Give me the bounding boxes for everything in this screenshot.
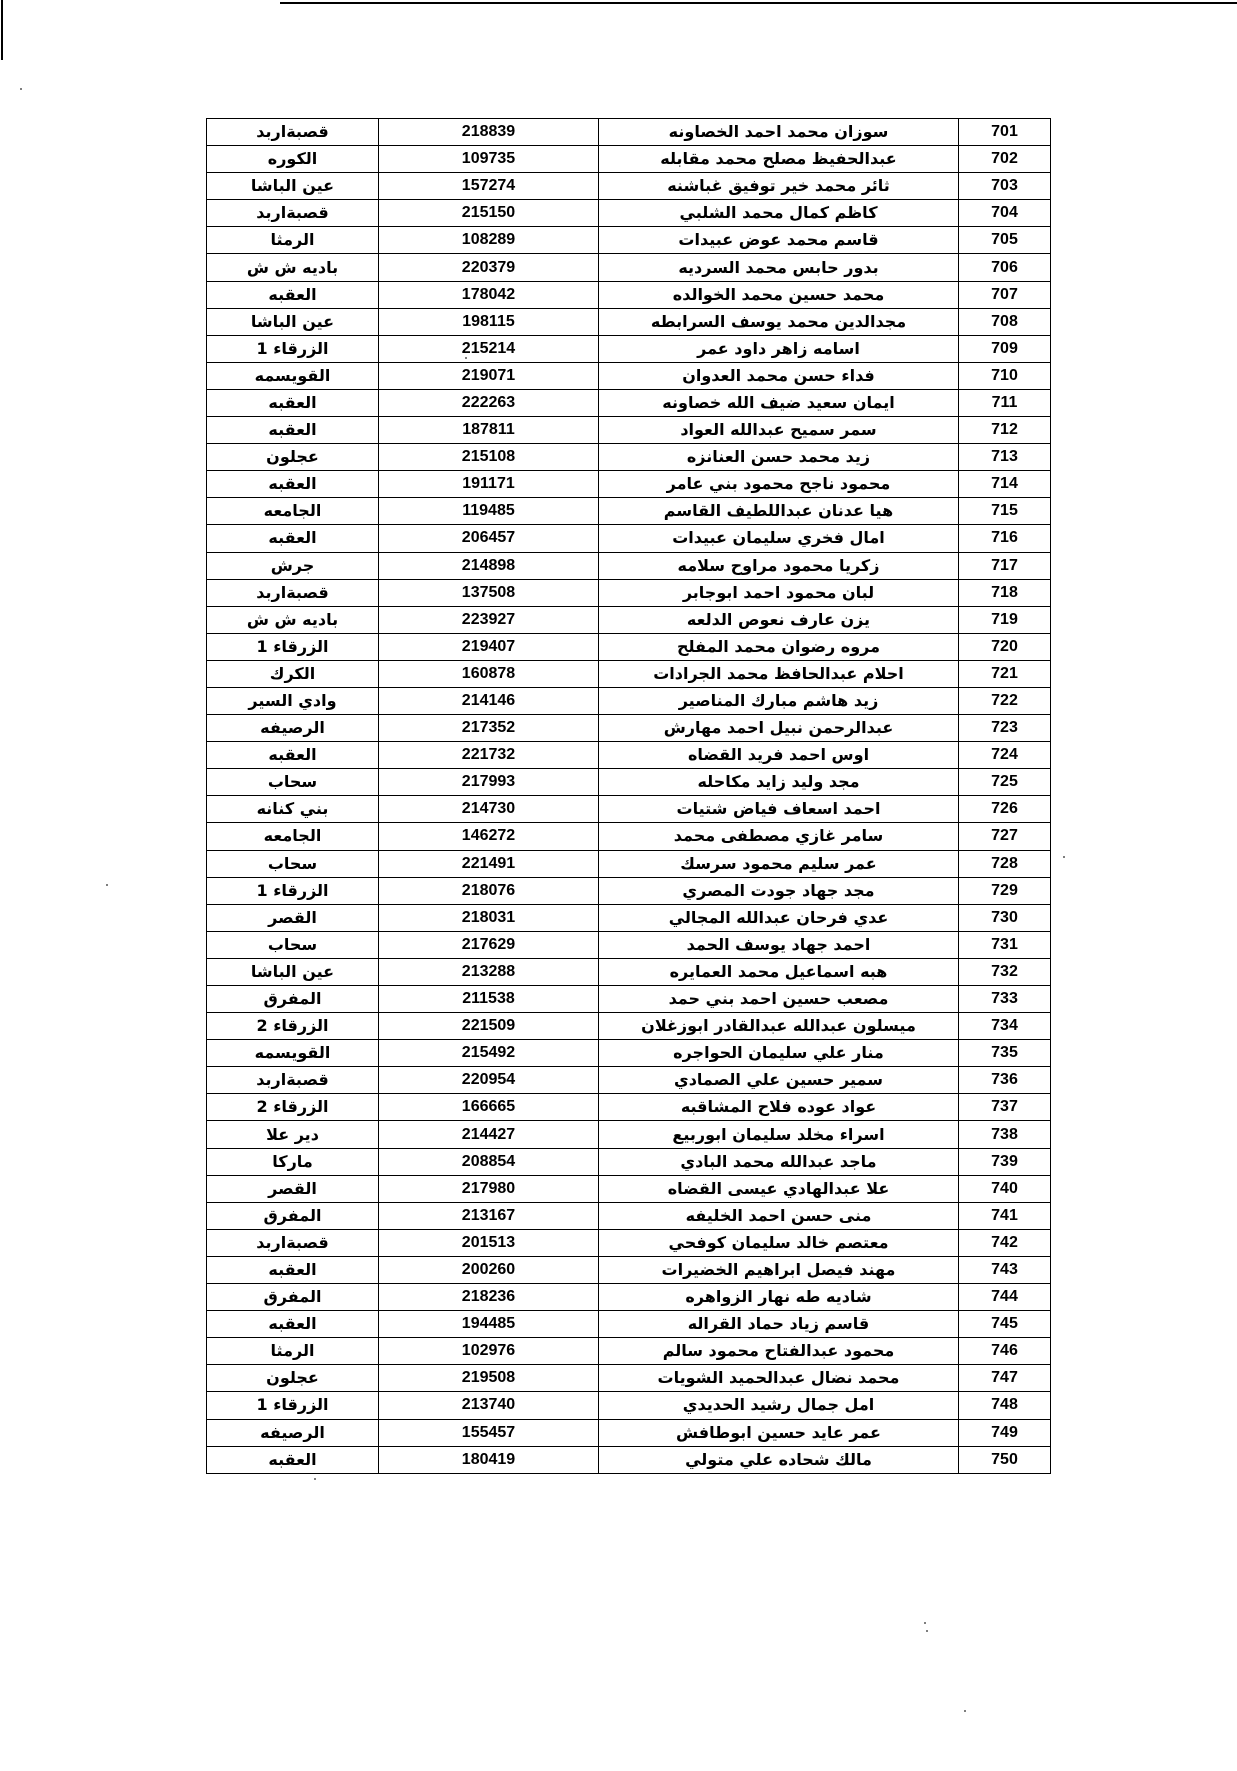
scan-speck: [924, 1622, 926, 1624]
id-number-cell: 108289: [379, 227, 599, 254]
serial-number-cell: 719: [959, 606, 1051, 633]
region-cell: الزرقاء 2: [207, 1013, 379, 1040]
scan-speck: [20, 88, 22, 90]
region-cell: عين الباشا: [207, 308, 379, 335]
id-number-cell: 217352: [379, 715, 599, 742]
id-number-cell: 221732: [379, 742, 599, 769]
table-row: [207, 1365, 1051, 1392]
id-number-cell: 206457: [379, 525, 599, 552]
table-row: [207, 254, 1051, 281]
full-name-cell: مالك شحاده علي متولي: [599, 1446, 959, 1473]
serial-number-cell: 739: [959, 1148, 1051, 1175]
full-name-cell: مروه رضوان محمد المفلح: [599, 633, 959, 660]
full-name-cell: هيا عدنان عبداللطيف القاسم: [599, 498, 959, 525]
table-row: [207, 417, 1051, 444]
full-name-cell: زيد محمد حسن العنانزه: [599, 444, 959, 471]
full-name-cell: محمد نضال عبدالحميد الشويات: [599, 1365, 959, 1392]
id-number-cell: 194485: [379, 1311, 599, 1338]
full-name-cell: محمد حسين محمد الخوالده: [599, 281, 959, 308]
full-name-cell: احمد جهاد يوسف الحمد: [599, 931, 959, 958]
table-row: [207, 1067, 1051, 1094]
scan-speck: [926, 1630, 928, 1632]
id-number-cell: 215492: [379, 1040, 599, 1067]
region-cell: العقبه: [207, 742, 379, 769]
id-number-cell: 208854: [379, 1148, 599, 1175]
id-number-cell: 219071: [379, 362, 599, 389]
serial-number-cell: 725: [959, 769, 1051, 796]
region-cell: الزرقاء 2: [207, 1094, 379, 1121]
region-cell: الزرقاء 1: [207, 633, 379, 660]
serial-number-cell: 718: [959, 579, 1051, 606]
serial-number-cell: 709: [959, 335, 1051, 362]
region-cell: العقبه: [207, 417, 379, 444]
id-number-cell: 211538: [379, 986, 599, 1013]
id-number-cell: 119485: [379, 498, 599, 525]
serial-number-cell: 749: [959, 1419, 1051, 1446]
table-row: [207, 660, 1051, 687]
full-name-cell: سمير حسين علي الصمادي: [599, 1067, 959, 1094]
full-name-cell: عبدالحفيظ مصلح محمد مقابله: [599, 146, 959, 173]
table-row: [207, 877, 1051, 904]
scan-speck: [1063, 856, 1065, 858]
serial-number-cell: 722: [959, 687, 1051, 714]
serial-number-cell: 704: [959, 200, 1051, 227]
serial-number-cell: 724: [959, 742, 1051, 769]
table-row: [207, 742, 1051, 769]
serial-number-cell: 701: [959, 119, 1051, 146]
table-row: [207, 715, 1051, 742]
table-row: [207, 1094, 1051, 1121]
full-name-cell: فداء حسن محمد العدوان: [599, 362, 959, 389]
serial-number-cell: 703: [959, 173, 1051, 200]
serial-number-cell: 731: [959, 931, 1051, 958]
table-row: [207, 173, 1051, 200]
full-name-cell: محمود ناجح محمود بني عامر: [599, 471, 959, 498]
full-name-cell: مجد جهاد جودت المصري: [599, 877, 959, 904]
id-number-cell: 214427: [379, 1121, 599, 1148]
region-cell: المفرق: [207, 1202, 379, 1229]
region-cell: باديه ش ش: [207, 606, 379, 633]
region-cell: وادي السير: [207, 687, 379, 714]
region-cell: بني كنانه: [207, 796, 379, 823]
full-name-cell: لبان محمود احمد ابوجابر: [599, 579, 959, 606]
serial-number-cell: 726: [959, 796, 1051, 823]
full-name-cell: منار علي سليمان الحواجره: [599, 1040, 959, 1067]
serial-number-cell: 746: [959, 1338, 1051, 1365]
region-cell: عجلون: [207, 1365, 379, 1392]
region-cell: المفرق: [207, 1284, 379, 1311]
region-cell: الرصيفه: [207, 715, 379, 742]
full-name-cell: اوس احمد فريد القضاه: [599, 742, 959, 769]
table-row: [207, 1446, 1051, 1473]
table-row: [207, 796, 1051, 823]
region-cell: القويسمه: [207, 1040, 379, 1067]
table-row: [207, 227, 1051, 254]
full-name-cell: علا عبدالهادي عيسى القضاه: [599, 1175, 959, 1202]
serial-number-cell: 714: [959, 471, 1051, 498]
serial-number-cell: 720: [959, 633, 1051, 660]
region-cell: الكرك: [207, 660, 379, 687]
table-row: [207, 525, 1051, 552]
full-name-cell: عدي فرحان عبدالله المجالي: [599, 904, 959, 931]
table-row: [207, 362, 1051, 389]
region-cell: القويسمه: [207, 362, 379, 389]
id-number-cell: 215150: [379, 200, 599, 227]
serial-number-cell: 712: [959, 417, 1051, 444]
full-name-cell: منى حسن احمد الخليفه: [599, 1202, 959, 1229]
region-cell: ماركا: [207, 1148, 379, 1175]
serial-number-cell: 715: [959, 498, 1051, 525]
id-number-cell: 187811: [379, 417, 599, 444]
table-row: [207, 1392, 1051, 1419]
table-row: [207, 1175, 1051, 1202]
full-name-cell: يزن عارف نعوص الدلعه: [599, 606, 959, 633]
region-cell: الزرقاء 1: [207, 1392, 379, 1419]
region-cell: قصبةاربد: [207, 200, 379, 227]
serial-number-cell: 707: [959, 281, 1051, 308]
table-row: [207, 1013, 1051, 1040]
id-number-cell: 213288: [379, 958, 599, 985]
region-cell: قصبةاربد: [207, 1067, 379, 1094]
full-name-cell: هبه اسماعيل محمد العمايره: [599, 958, 959, 985]
region-cell: جرش: [207, 552, 379, 579]
region-cell: قصبةاربد: [207, 1229, 379, 1256]
region-cell: العقبه: [207, 1311, 379, 1338]
top-border-line: [280, 2, 1237, 4]
full-name-cell: قاسم زياد حماد القراله: [599, 1311, 959, 1338]
table-row: [207, 769, 1051, 796]
full-name-cell: مجدالدين محمد يوسف السرابطه: [599, 308, 959, 335]
full-name-cell: قاسم محمد عوض عبيدات: [599, 227, 959, 254]
full-name-cell: سوزان محمد احمد الخصاونه: [599, 119, 959, 146]
full-name-cell: ايمان سعيد ضيف الله خصاونه: [599, 389, 959, 416]
table-row: [207, 1040, 1051, 1067]
region-cell: قصبةاربد: [207, 119, 379, 146]
serial-number-cell: 729: [959, 877, 1051, 904]
region-cell: المفرق: [207, 986, 379, 1013]
region-cell: الكوره: [207, 146, 379, 173]
table-row: [207, 850, 1051, 877]
scan-speck: [964, 1710, 966, 1712]
scan-speck: [314, 1478, 316, 1480]
id-number-cell: 215214: [379, 335, 599, 362]
table-row: [207, 1148, 1051, 1175]
serial-number-cell: 706: [959, 254, 1051, 281]
region-cell: باديه ش ش: [207, 254, 379, 281]
region-cell: الرمثا: [207, 1338, 379, 1365]
table-row: [207, 1284, 1051, 1311]
serial-number-cell: 740: [959, 1175, 1051, 1202]
id-number-cell: 222263: [379, 389, 599, 416]
full-name-cell: عواد عوده فلاح المشاقبه: [599, 1094, 959, 1121]
table-row: [207, 1419, 1051, 1446]
serial-number-cell: 702: [959, 146, 1051, 173]
table-row: [207, 687, 1051, 714]
id-number-cell: 223927: [379, 606, 599, 633]
table-row: [207, 1202, 1051, 1229]
region-cell: عجلون: [207, 444, 379, 471]
serial-number-cell: 733: [959, 986, 1051, 1013]
serial-number-cell: 713: [959, 444, 1051, 471]
roster-table: [206, 118, 1051, 1474]
table-row: [207, 498, 1051, 525]
serial-number-cell: 723: [959, 715, 1051, 742]
full-name-cell: عبدالرحمن نبيل احمد مهارش: [599, 715, 959, 742]
region-cell: الرصيفه: [207, 1419, 379, 1446]
id-number-cell: 218236: [379, 1284, 599, 1311]
serial-number-cell: 732: [959, 958, 1051, 985]
table-row: [207, 200, 1051, 227]
serial-number-cell: 737: [959, 1094, 1051, 1121]
id-number-cell: 215108: [379, 444, 599, 471]
id-number-cell: 166665: [379, 1094, 599, 1121]
table-row: [207, 986, 1051, 1013]
id-number-cell: 201513: [379, 1229, 599, 1256]
region-cell: عين الباشا: [207, 173, 379, 200]
id-number-cell: 155457: [379, 1419, 599, 1446]
id-number-cell: 214898: [379, 552, 599, 579]
full-name-cell: اسامه زاهر داود عمر: [599, 335, 959, 362]
id-number-cell: 217980: [379, 1175, 599, 1202]
table-row: [207, 606, 1051, 633]
full-name-cell: احلام عبدالحافظ محمد الجرادات: [599, 660, 959, 687]
full-name-cell: كاظم كمال محمد الشلبي: [599, 200, 959, 227]
serial-number-cell: 705: [959, 227, 1051, 254]
region-cell: العقبه: [207, 389, 379, 416]
id-number-cell: 102976: [379, 1338, 599, 1365]
serial-number-cell: 744: [959, 1284, 1051, 1311]
table-row: [207, 1311, 1051, 1338]
table-row: [207, 1256, 1051, 1283]
region-cell: الجامعه: [207, 823, 379, 850]
full-name-cell: محمود عبدالفتاح محمود سالم: [599, 1338, 959, 1365]
serial-number-cell: 748: [959, 1392, 1051, 1419]
id-number-cell: 217993: [379, 769, 599, 796]
region-cell: سحاب: [207, 931, 379, 958]
table-row: [207, 281, 1051, 308]
serial-number-cell: 738: [959, 1121, 1051, 1148]
region-cell: دير علا: [207, 1121, 379, 1148]
roster-table-wrapper: [206, 118, 1050, 1474]
id-number-cell: 137508: [379, 579, 599, 606]
id-number-cell: 218031: [379, 904, 599, 931]
id-number-cell: 218839: [379, 119, 599, 146]
serial-number-cell: 728: [959, 850, 1051, 877]
id-number-cell: 220379: [379, 254, 599, 281]
serial-number-cell: 742: [959, 1229, 1051, 1256]
region-cell: سحاب: [207, 769, 379, 796]
table-row: [207, 904, 1051, 931]
table-row: [207, 633, 1051, 660]
serial-number-cell: 708: [959, 308, 1051, 335]
region-cell: العقبه: [207, 1446, 379, 1473]
serial-number-cell: 745: [959, 1311, 1051, 1338]
id-number-cell: 109735: [379, 146, 599, 173]
id-number-cell: 221509: [379, 1013, 599, 1040]
serial-number-cell: 727: [959, 823, 1051, 850]
id-number-cell: 214730: [379, 796, 599, 823]
id-number-cell: 160878: [379, 660, 599, 687]
table-row: [207, 119, 1051, 146]
id-number-cell: 178042: [379, 281, 599, 308]
scan-speck: [106, 884, 108, 886]
full-name-cell: مهند فيصل ابراهيم الخضيرات: [599, 1256, 959, 1283]
id-number-cell: 191171: [379, 471, 599, 498]
full-name-cell: ثائر محمد خير توفيق غباشنه: [599, 173, 959, 200]
full-name-cell: عمر سليم محمود سرسك: [599, 850, 959, 877]
table-row: [207, 1121, 1051, 1148]
serial-number-cell: 750: [959, 1446, 1051, 1473]
region-cell: الزرقاء 1: [207, 335, 379, 362]
serial-number-cell: 716: [959, 525, 1051, 552]
serial-number-cell: 747: [959, 1365, 1051, 1392]
left-edge-mark: [1, 0, 3, 60]
table-row: [207, 958, 1051, 985]
id-number-cell: 218076: [379, 877, 599, 904]
region-cell: قصبةاربد: [207, 579, 379, 606]
full-name-cell: زيد هاشم مبارك المناصير: [599, 687, 959, 714]
serial-number-cell: 743: [959, 1256, 1051, 1283]
full-name-cell: زكريا محمود مراوح سلامه: [599, 552, 959, 579]
full-name-cell: مجد وليد زايد مكاحله: [599, 769, 959, 796]
region-cell: الزرقاء 1: [207, 877, 379, 904]
serial-number-cell: 734: [959, 1013, 1051, 1040]
table-row: [207, 931, 1051, 958]
full-name-cell: شاديه طه نهار الزواهره: [599, 1284, 959, 1311]
id-number-cell: 180419: [379, 1446, 599, 1473]
serial-number-cell: 730: [959, 904, 1051, 931]
full-name-cell: اسراء مخلد سليمان ابوربيع: [599, 1121, 959, 1148]
table-row: [207, 444, 1051, 471]
id-number-cell: 217629: [379, 931, 599, 958]
full-name-cell: ماجد عبدالله محمد البادي: [599, 1148, 959, 1175]
full-name-cell: امال فخري سليمان عبيدات: [599, 525, 959, 552]
serial-number-cell: 721: [959, 660, 1051, 687]
full-name-cell: سمر سميح عبدالله العواد: [599, 417, 959, 444]
id-number-cell: 146272: [379, 823, 599, 850]
roster-table-body: [207, 119, 1051, 1474]
serial-number-cell: 741: [959, 1202, 1051, 1229]
id-number-cell: 157274: [379, 173, 599, 200]
full-name-cell: احمد اسعاف فياض شتيات: [599, 796, 959, 823]
table-row: [207, 389, 1051, 416]
region-cell: عين الباشا: [207, 958, 379, 985]
id-number-cell: 214146: [379, 687, 599, 714]
table-row: [207, 308, 1051, 335]
full-name-cell: بدور حابس محمد السرديه: [599, 254, 959, 281]
table-row: [207, 335, 1051, 362]
full-name-cell: سامر غازي مصطفى محمد: [599, 823, 959, 850]
serial-number-cell: 711: [959, 389, 1051, 416]
serial-number-cell: 710: [959, 362, 1051, 389]
region-cell: سحاب: [207, 850, 379, 877]
region-cell: القصر: [207, 904, 379, 931]
full-name-cell: مصعب حسين احمد بني حمد: [599, 986, 959, 1013]
serial-number-cell: 736: [959, 1067, 1051, 1094]
region-cell: العقبه: [207, 471, 379, 498]
table-row: [207, 1229, 1051, 1256]
serial-number-cell: 717: [959, 552, 1051, 579]
region-cell: العقبه: [207, 1256, 379, 1283]
table-row: [207, 1338, 1051, 1365]
id-number-cell: 219407: [379, 633, 599, 660]
id-number-cell: 219508: [379, 1365, 599, 1392]
id-number-cell: 198115: [379, 308, 599, 335]
id-number-cell: 220954: [379, 1067, 599, 1094]
region-cell: القصر: [207, 1175, 379, 1202]
table-row: [207, 823, 1051, 850]
id-number-cell: 221491: [379, 850, 599, 877]
table-row: [207, 579, 1051, 606]
full-name-cell: معتصم خالد سليمان كوفحي: [599, 1229, 959, 1256]
serial-number-cell: 735: [959, 1040, 1051, 1067]
id-number-cell: 200260: [379, 1256, 599, 1283]
table-row: [207, 552, 1051, 579]
full-name-cell: ميسلون عبدالله عبدالقادر ابوزغلان: [599, 1013, 959, 1040]
id-number-cell: 213167: [379, 1202, 599, 1229]
table-row: [207, 471, 1051, 498]
full-name-cell: عمر عايد حسين ابوطافش: [599, 1419, 959, 1446]
full-name-cell: امل جمال رشيد الحديدي: [599, 1392, 959, 1419]
id-number-cell: 213740: [379, 1392, 599, 1419]
region-cell: العقبه: [207, 281, 379, 308]
table-row: [207, 146, 1051, 173]
region-cell: العقبه: [207, 525, 379, 552]
region-cell: الرمثا: [207, 227, 379, 254]
region-cell: الجامعه: [207, 498, 379, 525]
